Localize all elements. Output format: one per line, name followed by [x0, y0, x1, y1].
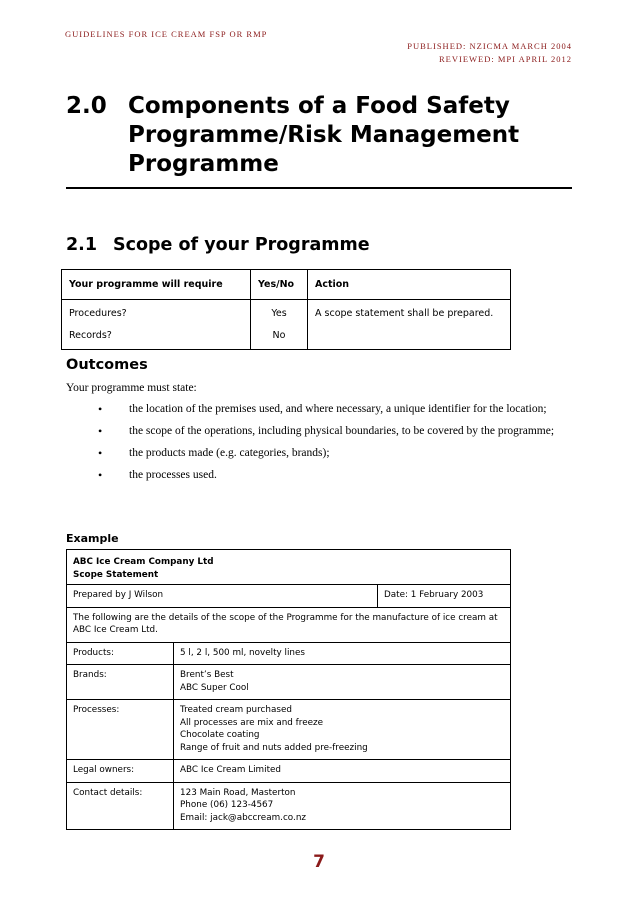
scope-requirements-table — [61, 269, 511, 350]
value-line: All processes are mix and freeze — [180, 717, 324, 728]
statement-intro-cell: The following are the details of the scope of the Programme for the manufacture of ice cream at ABC Ice Cream Ltd. — [67, 607, 511, 642]
table-row — [67, 550, 511, 585]
requirement-cell: Records? — [62, 326, 251, 350]
table-header-row — [62, 270, 511, 300]
date-cell: Date: 1 February 2003 — [378, 585, 511, 608]
row-label: Brands: — [67, 665, 174, 700]
column-header: Your programme will require — [62, 270, 251, 300]
published-line: PUBLISHED: NZICMA MARCH 2004 — [407, 41, 572, 51]
table-row — [67, 782, 511, 830]
value-line: ABC Super Cool — [180, 682, 249, 693]
value-line: Chocolate coating — [180, 730, 260, 740]
row-value — [174, 642, 511, 665]
outcomes-list — [98, 402, 572, 490]
running-header-title: GUIDELINES FOR ICE CREAM FSP OR RMP — [65, 29, 268, 39]
table-row — [62, 300, 511, 327]
outcomes-heading: Outcomes — [66, 357, 148, 373]
table-row — [67, 760, 511, 783]
subsection-title: Scope of your Programme — [113, 235, 370, 255]
reviewed-line: REVIEWED: MPI APRIL 2012 — [438, 54, 572, 64]
row-label: Legal owners: — [67, 760, 174, 783]
list-item: • the processes used. — [98, 468, 572, 483]
table-row — [67, 607, 511, 642]
yesno-cell: No — [251, 326, 308, 350]
page-number: 7 — [313, 852, 325, 872]
section-title: Components of a Food Safety Programme/Risk Management Programme — [128, 93, 520, 177]
table-row — [67, 665, 511, 700]
action-cell: A scope statement shall be prepared. — [308, 300, 511, 327]
row-value — [174, 665, 511, 700]
subsection-number: 2.1 — [66, 235, 98, 255]
example-scope-statement-table — [66, 549, 511, 830]
requirement-cell: Procedures? — [62, 300, 251, 327]
prepared-by-cell: Prepared by J Wilson — [67, 585, 378, 608]
statement-title-cell — [67, 550, 511, 585]
list-item: • the scope of the operations, including physical boundaries, to be covered by the programme; — [98, 424, 572, 439]
column-header: Action — [308, 270, 511, 300]
action-cell — [308, 326, 511, 350]
section-number: 2.0 — [66, 93, 107, 119]
table-row — [62, 326, 511, 350]
value-line: Email: jack@abccream.co.nz — [180, 812, 307, 823]
value-line: 123 Main Road, Masterton — [180, 787, 296, 798]
section-heading — [66, 92, 572, 179]
row-label: Processes: — [67, 700, 174, 760]
statement-title: Scope Statement — [73, 569, 159, 580]
yesno-cell: Yes — [251, 300, 308, 327]
table-row — [67, 700, 511, 760]
subsection-heading — [66, 235, 370, 255]
value-line: Phone (06) 123-4567 — [180, 800, 274, 810]
outcomes-intro: Your programme must state: — [66, 382, 197, 394]
example-heading: Example — [66, 532, 119, 545]
row-value — [174, 700, 511, 760]
row-value — [174, 760, 511, 783]
value-line: Treated cream purchased — [180, 705, 292, 715]
row-label: Contact details: — [67, 782, 174, 830]
table-row — [67, 585, 511, 608]
heading-rule — [66, 187, 572, 189]
list-item: • the location of the premises used, and where necessary, a unique identifier for the location; — [98, 402, 572, 417]
list-item: • the products made (e.g. categories, brands); — [98, 446, 572, 461]
value-line: Range of fruit and nuts added pre-freezing — [180, 742, 368, 753]
value-line: ABC Ice Cream Limited — [180, 765, 282, 775]
running-header-publication — [407, 40, 572, 66]
table-row — [67, 642, 511, 665]
row-label: Products: — [67, 642, 174, 665]
row-value — [174, 782, 511, 830]
value-line: Brent’s Best — [180, 670, 234, 680]
column-header: Yes/No — [251, 270, 308, 300]
company-name: ABC Ice Cream Company Ltd — [73, 557, 214, 567]
value-line: 5 l, 2 l, 500 ml, novelty lines — [180, 647, 305, 658]
